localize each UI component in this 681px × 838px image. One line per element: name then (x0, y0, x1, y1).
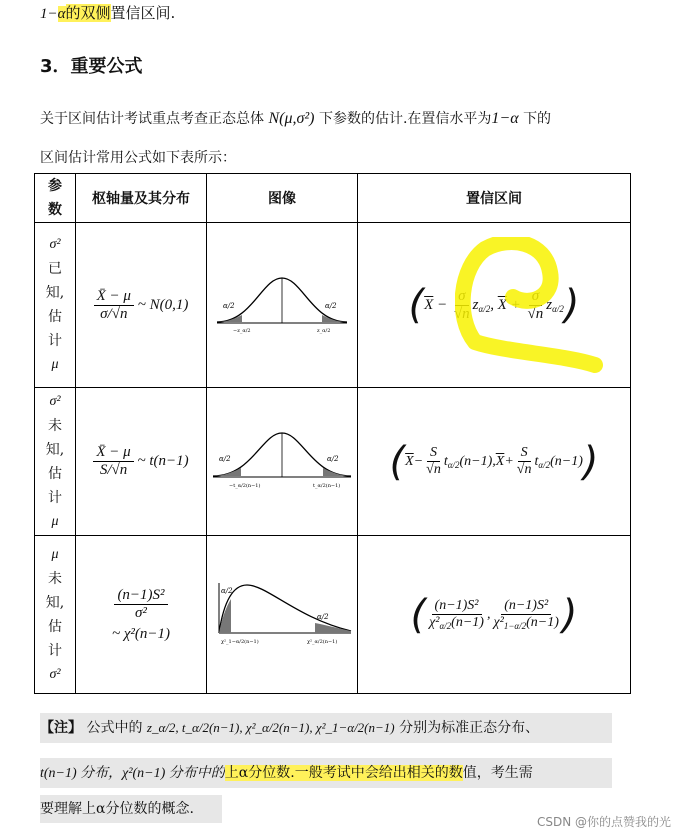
right-alpha-label: α/2 (327, 454, 339, 463)
right-quantile-label: t_α/2(n−1) (313, 482, 341, 489)
intro-line-2: 区间估计常用公式如下表所示： (40, 150, 236, 166)
pivot-dist: ~ N(0,1) (137, 296, 189, 313)
pivot-num: X̄ − μ (93, 444, 133, 462)
header-graph: 图像 (207, 174, 358, 223)
table-row (35, 536, 631, 694)
intro-formula: N(μ,σ²) (268, 110, 315, 127)
intro-level: 1−α (491, 110, 519, 127)
pivot-fraction (93, 444, 133, 479)
normal-density-graph (207, 268, 357, 338)
param-line: 计 (48, 333, 62, 349)
top-line-prefix: 1− (40, 6, 58, 22)
intro-text-a: 关于区间估计考试重点考查正态总体 (40, 111, 264, 127)
note-highlight: 上α分位数. (224, 765, 295, 781)
right-quantile-label: z_α/2 (317, 328, 331, 334)
param-line: μ (51, 357, 59, 372)
right-alpha-label: α/2 (317, 612, 329, 621)
header-pivot: 枢轴量及其分布 (76, 174, 207, 223)
pivot-num: (n−1)S² (114, 587, 167, 605)
note-tag: 【注】 (40, 720, 82, 736)
density-curve (219, 585, 351, 633)
pivot-den: S/√n (99, 462, 128, 478)
ci-formula: ( $\overline{X}$ − $\frac{S}{√n}$ $t_{\alpha/2}(n-1)$, $\overline{X}$ + $\frac{S}{√n}$ $t_{\alpha/2}(n-1)$ ) (389, 438, 599, 485)
pivot-den: σ/√n (100, 305, 128, 322)
note-text: 公式中的 (86, 720, 143, 736)
note-line-1 (40, 713, 612, 743)
pivot-fraction (94, 288, 134, 323)
highlighter-scribble (455, 237, 605, 377)
table-header-row (35, 174, 631, 223)
param-cell (35, 223, 76, 388)
note-text: t(n−1) 分布，χ²(n−1) 分布中的 (40, 766, 225, 781)
param-line: 知, (45, 285, 65, 301)
pivot-dist: ~ t(n−1) (137, 453, 189, 469)
top-line-highlight: 的双侧 (65, 4, 111, 22)
header-param-label: 参数 (48, 178, 62, 218)
ci-formula: ( $\frac{\text{(n−1)S²}}{\chi^2_{\alpha/2}(n-1)}$ , $\frac{\text{(n−1)S²}}{\chi^2_{1-\alpha/2}(n-1)}$ ) (410, 591, 578, 638)
param-cell (35, 388, 76, 536)
graph-cell (207, 223, 358, 388)
left-alpha-label: α/2 (221, 586, 233, 595)
intro-text-b: 下参数的估计.在置信水平为 (318, 111, 492, 127)
top-line-alpha: α (57, 6, 66, 22)
param-line: 知, (45, 441, 65, 458)
ci-cell (358, 388, 631, 536)
note-text: 值，考生需 (462, 765, 533, 781)
pivot-cell (76, 388, 207, 536)
table-row (35, 388, 631, 536)
param-line: σ² (49, 393, 61, 409)
ci-cell (358, 536, 631, 694)
graph-cell (207, 536, 358, 694)
pivot-cell (76, 536, 207, 694)
note-highlight: 一般考试中会给出相关的数 (294, 765, 463, 781)
param-line: 估 (48, 618, 62, 635)
graph-cell (207, 388, 358, 536)
param-line: 计 (48, 642, 62, 659)
top-line (40, 2, 175, 23)
note-line-2 (40, 758, 612, 788)
param-line: μ (51, 546, 59, 562)
t-density-graph (207, 425, 357, 495)
pivot-fraction (114, 587, 167, 622)
header-ci: 置信区间 (358, 174, 631, 223)
pivot-dist: ~ χ²(n−1) (111, 625, 171, 642)
pivot-num: X̄ − μ (94, 288, 134, 306)
right-tail-area (315, 623, 351, 633)
top-line-rest: 置信区间. (110, 4, 176, 22)
param-line: μ (51, 513, 59, 529)
intro-line-1 (40, 108, 551, 128)
left-quantile-label: χ²_1−α/2(n−1) (221, 638, 259, 645)
param-cell (35, 536, 76, 694)
left-alpha-label: α/2 (219, 454, 231, 463)
param-line: σ² (49, 666, 61, 682)
left-alpha-label: α/2 (223, 302, 235, 310)
left-quantile-label: −t_α/2(n−1) (229, 482, 261, 489)
param-line: 知, (45, 594, 65, 611)
param-line: 已 (48, 261, 62, 277)
param-line: 估 (48, 465, 62, 482)
header-param (35, 174, 76, 223)
param-line: 未 (48, 570, 62, 587)
note-symbols: z_α/2, t_α/2(n−1), χ²_α/2(n−1), χ²_1−α/2(n−1) (146, 720, 395, 735)
right-alpha-label: α/2 (325, 302, 337, 310)
left-quantile-label: −z_α/2 (233, 328, 251, 334)
param-line: 计 (48, 489, 62, 506)
intro-text-c: 下的 (523, 111, 552, 127)
pivot-den: σ² (135, 604, 147, 621)
param-line: σ² (49, 237, 61, 252)
right-quantile-label: χ²_α/2(n−1) (307, 638, 338, 645)
pivot-cell (76, 223, 207, 388)
watermark: CSDN @你的点赞我的光 (536, 815, 671, 829)
note-text: 分别为标准正态分布、 (399, 720, 540, 736)
param-line: 未 (48, 417, 62, 434)
note-line-3: 要理解上α分位数的概念. (40, 795, 222, 823)
chi-square-density-graph (207, 573, 357, 653)
ci-formula: ( $\overline{X}$ − $\frac{\sigma}{√n}$ $z_{\alpha/2}$ , $\overline{X}$ + $\frac{\sigma}{√n}$ $z_{\alpha/2}$ ) (408, 282, 580, 328)
section-title: 3．重要公式 (40, 56, 143, 77)
left-tail-area (219, 599, 231, 633)
param-line: 估 (48, 309, 62, 325)
